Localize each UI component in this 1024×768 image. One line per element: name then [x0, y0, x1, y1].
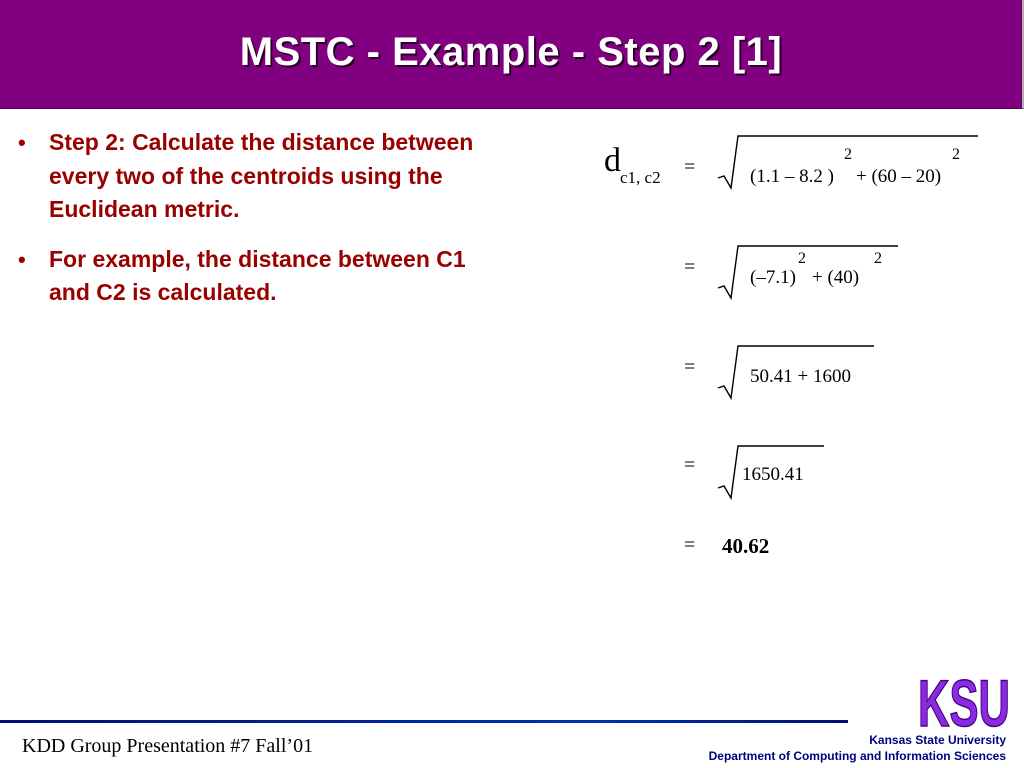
step-2-middle: + (40): [812, 267, 860, 288]
equals-sign: =: [684, 156, 696, 178]
bullet-text: Step 2: Calculate the distance between every two of the centroids using the Euclidean metric.: [49, 129, 474, 222]
step-3-body: 50.41 + 1600: [750, 366, 851, 387]
bullet-list: [18, 126, 478, 326]
bullet-marker: •: [18, 130, 26, 155]
ksu-logo-text: KSU: [918, 666, 1010, 734]
equals-sign: =: [684, 534, 696, 556]
step-1-body: (1.1 – 8.2 ): [750, 166, 834, 187]
radical-sign: [600, 130, 990, 200]
step-2-exponent-2: 2: [874, 250, 882, 267]
equals-sign: =: [684, 356, 696, 378]
ksu-logo: [916, 664, 1012, 734]
footer-university: Kansas State University: [869, 733, 1006, 747]
step-1-exponent-1: 2: [844, 146, 852, 163]
bullet-text: For example, the distance between C1 and C2 is calculated.: [49, 245, 466, 305]
bullet-item: [18, 243, 478, 310]
footer-divider: [0, 720, 848, 723]
distance-result: 40.62: [722, 534, 770, 558]
step-4-body: 1650.41: [742, 464, 804, 485]
equation-lhs-subscript: c1, c2: [620, 168, 661, 187]
step-1-middle: + (60 – 20): [856, 166, 942, 187]
distance-equation: [600, 130, 990, 570]
bullet-item: [18, 126, 478, 227]
title-bar: [0, 0, 1024, 109]
step-2-exponent-1: 2: [798, 250, 806, 267]
footer-department: Department of Computing and Information Sciences: [708, 749, 1006, 763]
footer-presentation-label: KDD Group Presentation #7 Fall’01: [22, 735, 314, 757]
step-1-exponent-2: 2: [952, 146, 960, 163]
equation-lhs: d: [604, 142, 621, 179]
equals-sign: =: [684, 454, 696, 476]
equals-sign: =: [684, 256, 696, 278]
footer-affiliation: [709, 732, 1006, 764]
bullet-marker: •: [18, 246, 26, 272]
step-2-body: (–7.1): [750, 267, 796, 288]
slide-title: MSTC - Example - Step 2 [1]: [239, 30, 783, 74]
